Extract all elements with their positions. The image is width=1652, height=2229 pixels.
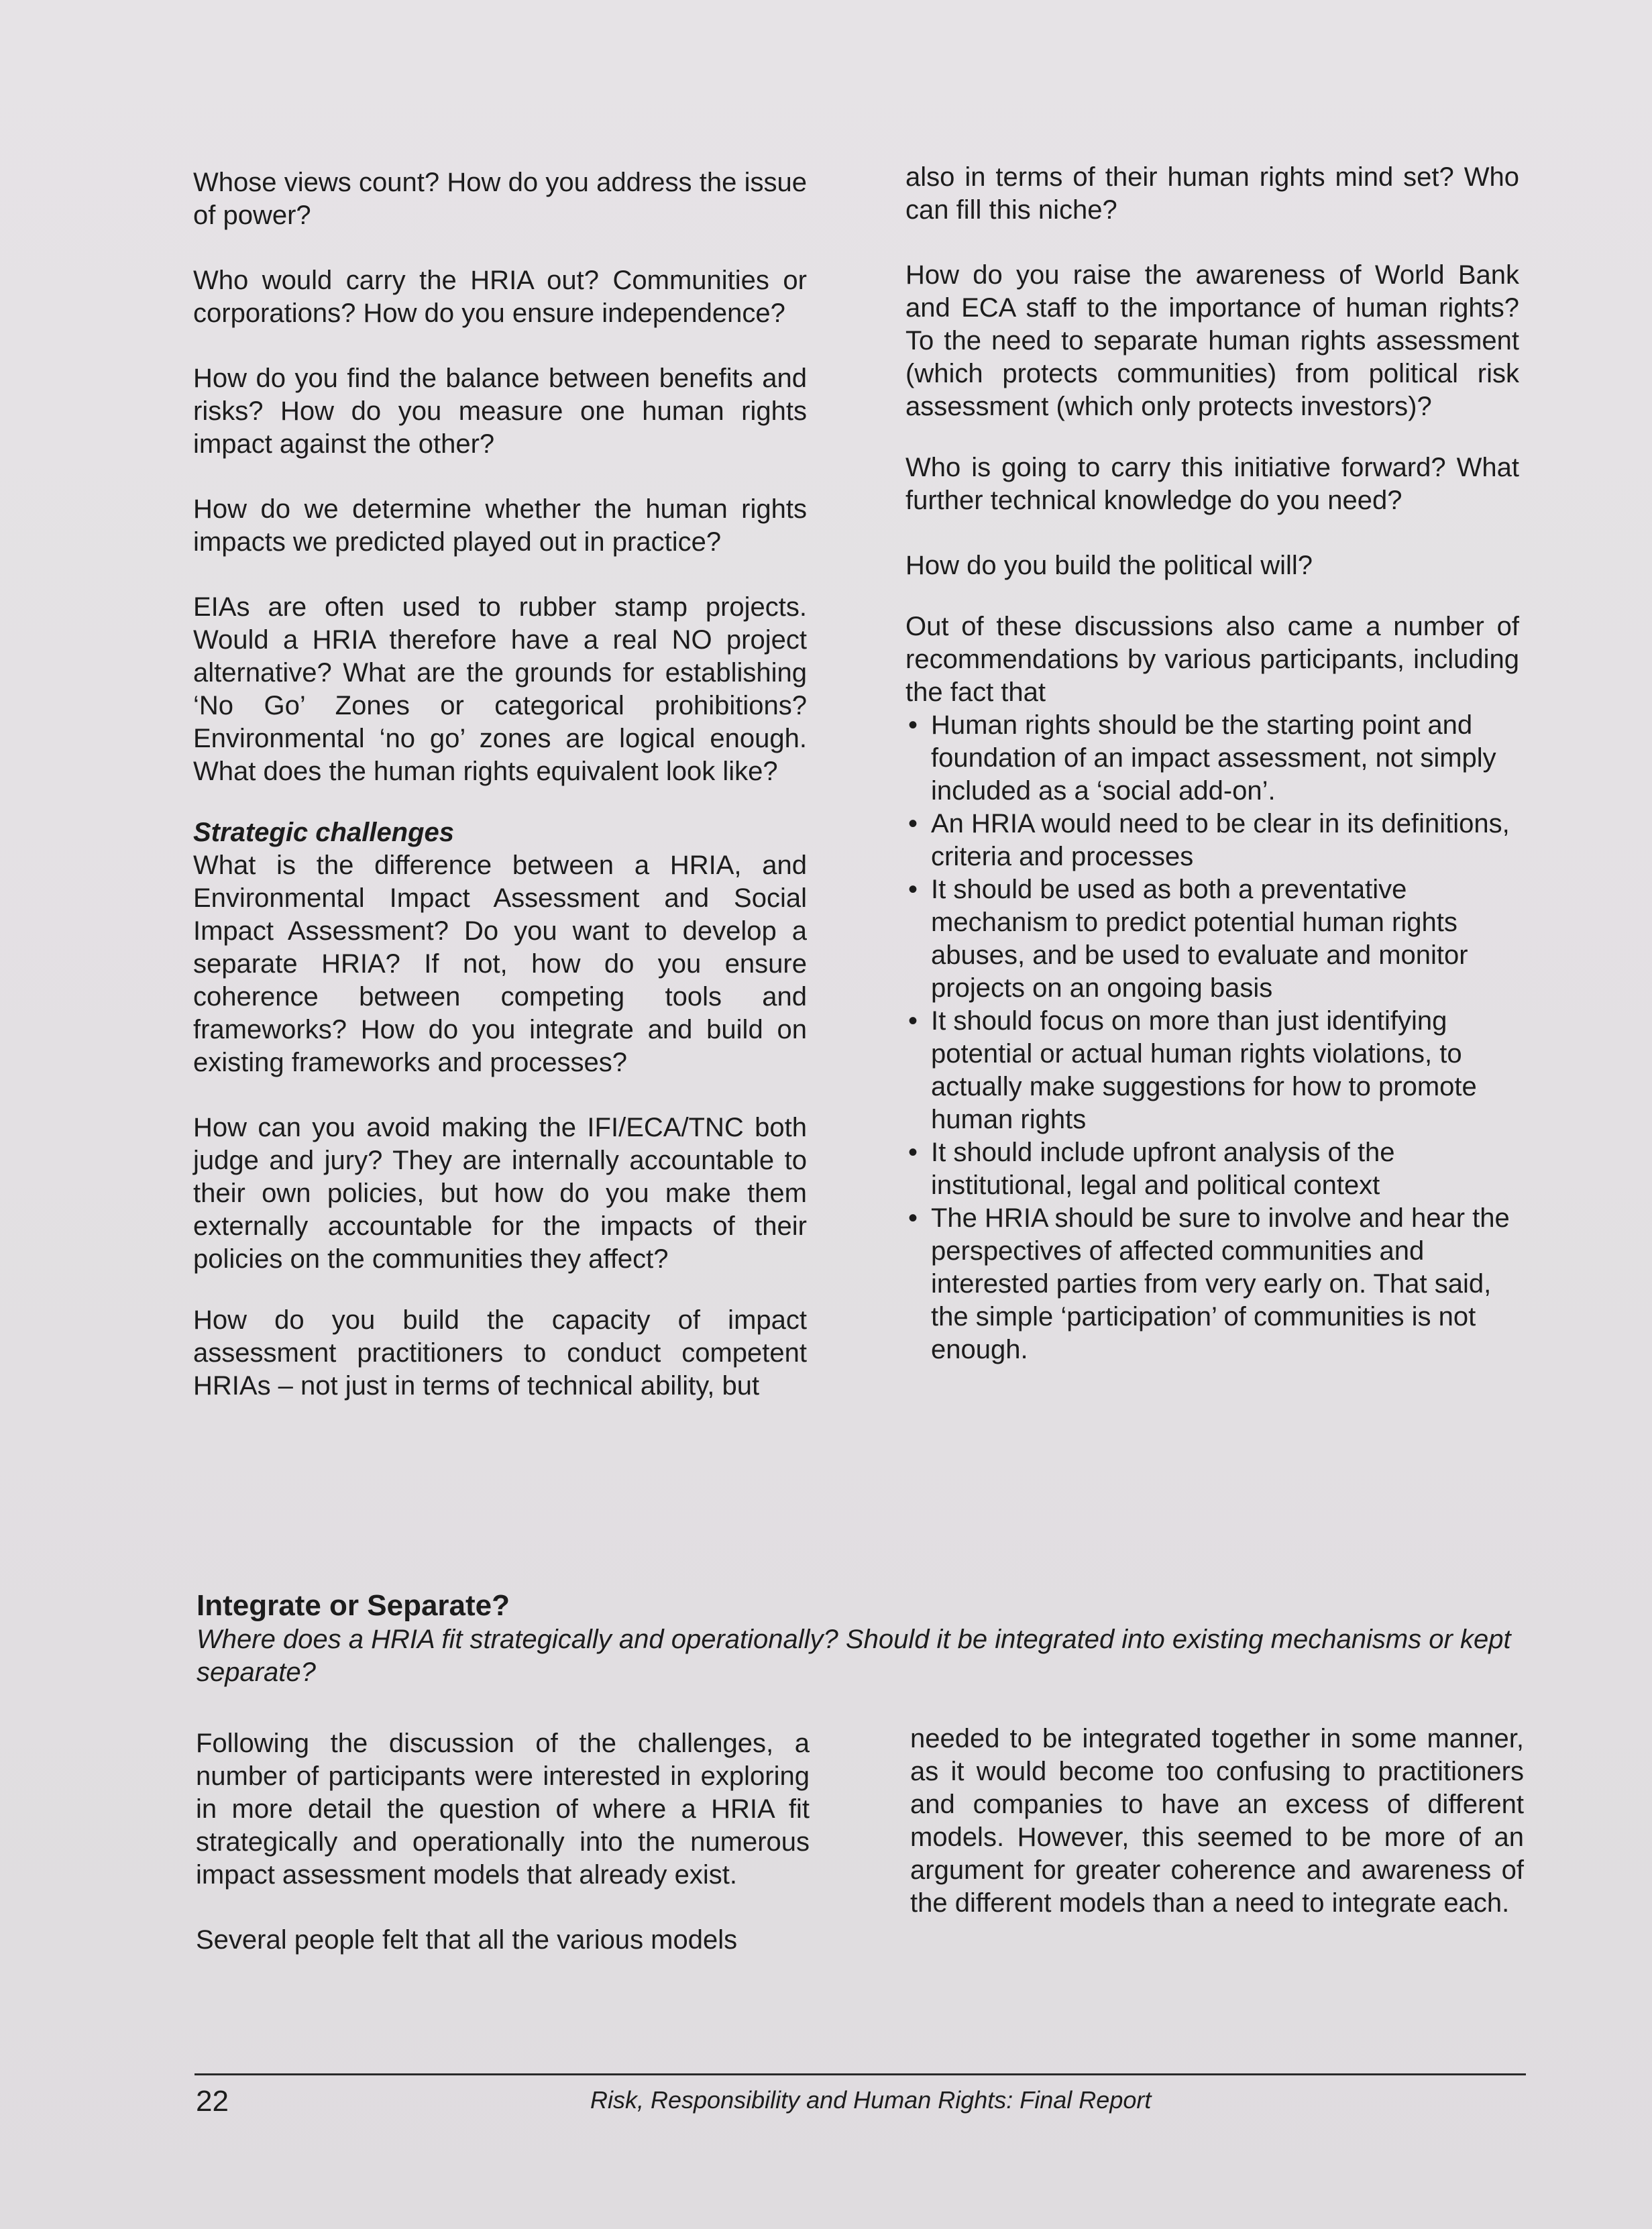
bullet-icon: • [908, 1006, 918, 1036]
footer-divider [195, 2073, 1526, 2075]
footer-title: Risk, Responsibility and Human Rights: Final Report [590, 2086, 1152, 2114]
paragraph: How do you build the political will? [905, 551, 1313, 580]
list-item: • The HRIA should be sure to involve and hear the perspectives of affected communities and interested parties from very early on. That said, the simple ‘participation’ of communities is not enough. [908, 1203, 1510, 1364]
page-number: 22 [196, 2085, 229, 2118]
right-column-bottom [910, 1723, 1524, 1920]
bullet-icon: • [908, 1138, 918, 1167]
bullet-icon: • [908, 710, 918, 740]
list-item: • It should be used as both a preventative mechanism to predict potential human rights abuses, and be used to evaluate and monitor projects on an ongoing basis [908, 875, 1468, 1003]
paragraph: How can you avoid making the IFI/ECA/TNC both judge and jury? They are internally accountable to their own policies, but how do you make them externally accountable for the impacts of their policies on the communities they affect? [193, 1113, 807, 1274]
paragraph: Several people felt that all the various models [196, 1925, 738, 1955]
paragraph: EIAs are often used to rubber stamp projects. Would a HRIA therefore have a real NO project alternative? What are the grounds for establishing ‘No Go’ Zones or categorical prohibitions? Environmental ‘no go’ zones are logical enough. What does the human rights equivalent look like? [193, 592, 807, 786]
paragraph: How do you build the capacity of impact assessment practitioners to conduct competent HRIAs – not just in terms of technical ability, but [193, 1305, 807, 1401]
bullet-icon: • [908, 809, 918, 838]
paragraph: also in terms of their human rights mind set? Who can fill this niche? [905, 162, 1519, 225]
list-item: • An HRIA would need to be clear in its definitions, criteria and processes [908, 809, 1510, 871]
subheading-strategic-challenges: Strategic challenges [193, 818, 455, 847]
paragraph: Following the discussion of the challenges, a number of participants were interested in exploring in more detail the question of where a HRIA fit strategically and operationally into the numerous impact assessment models that already exist. [196, 1729, 810, 1890]
paragraph: Out of these discussions also came a number of recommendations by various participants, including the fact that [905, 612, 1519, 707]
paragraph: How do you find the balance between benefits and risks? How do you measure one human rights impact against the other? [193, 364, 807, 459]
bullet-icon: • [908, 875, 918, 904]
right-column-top [905, 161, 1519, 1366]
section-title: Integrate or Separate? [197, 1589, 510, 1622]
section-subtitle: Where does a HRIA fit strategically and operationally? Should it be integrated into existing mechanisms or kept separate? [197, 1625, 1511, 1687]
paragraph: What is the difference between a HRIA, and Environmental Impact Assessment and Social Impact Assessment? Do you want to develop a separate HRIA? If not, how do you ensure coherence between competing tools and frameworks? How do you integrate and build on existing frameworks and processes? [193, 851, 807, 1077]
paragraph: How do you raise the awareness of World Bank and ECA staff to the importance of human rights? To the need to separate human rights assessment (which protects communities) from political risk assessment (which only protects investors)? [905, 260, 1519, 421]
paragraph: Who would carry the HRIA out? Communities or corporations? How do you ensure independence? [193, 266, 807, 328]
left-column-bottom [196, 1727, 810, 1957]
left-column-top [193, 166, 807, 1403]
paragraph: Whose views count? How do you address the issue of power? [193, 168, 807, 230]
paragraph: Who is going to carry this initiative forward? What further technical knowledge do you need? [905, 453, 1519, 515]
list-item: • Human rights should be the starting point and foundation of an impact assessment, not simply included as a ‘social add-on’. [908, 710, 1496, 806]
list-item: • It should focus on more than just identifying potential or actual human rights violations, to actually make suggestions for how to promote human rights [908, 1006, 1477, 1134]
recommendations-list [905, 709, 1519, 1366]
bullet-icon: • [908, 1203, 918, 1233]
paragraph: needed to be integrated together in some manner, as it would become too confusing to practitioners and companies to have an excess of different models. However, this seemed to be more of an argument for greater coherence and awareness of the different models than a need to integrate each. [910, 1724, 1524, 1918]
list-item: • It should include upfront analysis of the institutional, legal and political context [908, 1138, 1395, 1200]
paragraph: How do we determine whether the human rights impacts we predicted played out in practice? [193, 494, 807, 557]
